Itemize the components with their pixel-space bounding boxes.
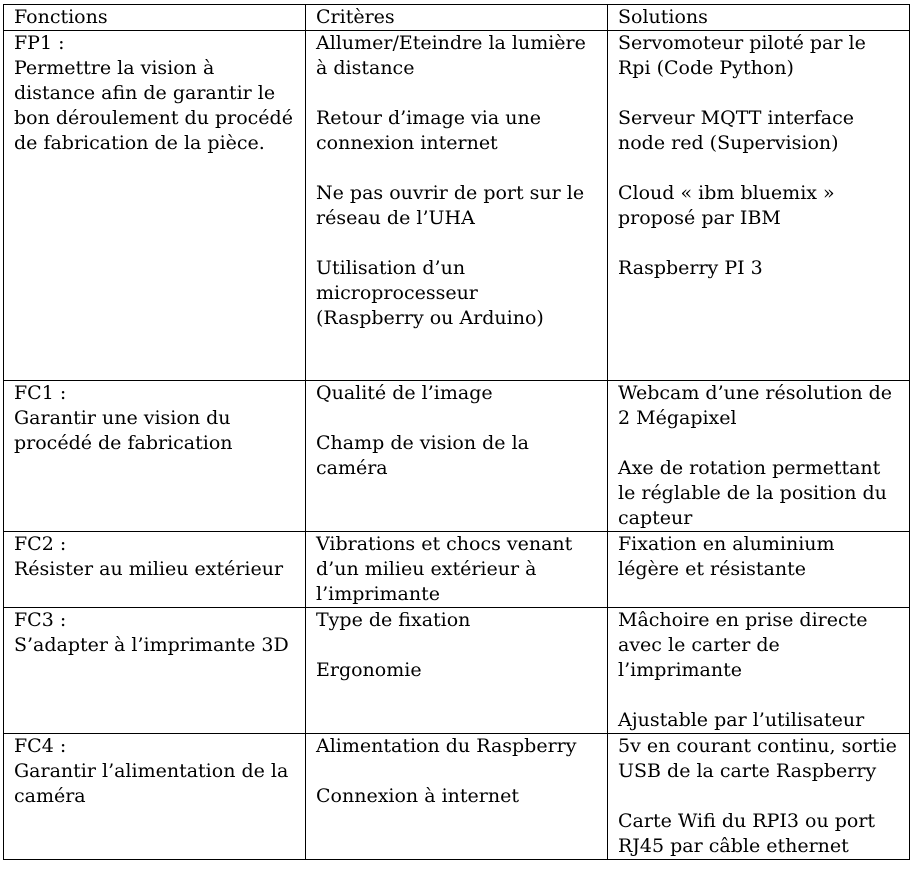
solution-line: Rpi (Code Python) bbox=[618, 57, 794, 79]
critere-line: Alimentation du Raspberry bbox=[316, 735, 577, 757]
solution-line: RJ45 par câble ethernet bbox=[618, 835, 849, 857]
solution-line: l’imprimante bbox=[618, 659, 742, 681]
solution-cell bbox=[608, 734, 910, 860]
solution-line: avec le carter de bbox=[618, 634, 780, 656]
critere-line: Vibrations et chocs venant bbox=[316, 533, 573, 555]
solution-line: 5v en courant continu, sortie bbox=[618, 735, 897, 757]
solution-line: 2 Mégapixel bbox=[618, 407, 737, 429]
solution-cell bbox=[608, 381, 910, 532]
solution-line: Ajustable par l’utilisateur bbox=[618, 709, 865, 731]
solution-line: le réglable de la position du bbox=[618, 482, 887, 504]
solution-line: Fixation en aluminium bbox=[618, 533, 835, 555]
solution-line: Axe de rotation permettant bbox=[618, 457, 881, 479]
critere-line: l’imprimante bbox=[316, 583, 440, 605]
table-body bbox=[4, 31, 910, 860]
fonction-cell bbox=[4, 31, 306, 381]
solution-line: Mâchoire en prise directe bbox=[618, 609, 868, 631]
paragraph-gap bbox=[316, 231, 601, 256]
solution-cell bbox=[608, 532, 910, 608]
paragraph-gap bbox=[316, 759, 601, 784]
header-fonctions: Fonctions bbox=[4, 5, 306, 31]
critere-line: Type de fixation bbox=[316, 609, 471, 631]
fonction-code: FP1 : bbox=[14, 32, 65, 54]
solution-line: légère et résistante bbox=[618, 558, 806, 580]
functions-table-container bbox=[3, 4, 910, 860]
table-row bbox=[4, 734, 910, 860]
fonction-description-line: bon déroulement du procédé bbox=[14, 107, 293, 129]
critere-line: Qualité de l’image bbox=[316, 382, 493, 404]
fonction-description-line: de fabrication de la pièce. bbox=[14, 132, 265, 154]
header-solutions: Solutions bbox=[608, 5, 910, 31]
critere-line: Champ de vision de la bbox=[316, 432, 529, 454]
paragraph-gap bbox=[618, 431, 903, 456]
paragraph-gap bbox=[618, 784, 903, 809]
fonction-cell bbox=[4, 381, 306, 532]
fonction-description-line: caméra bbox=[14, 785, 86, 807]
critere-line: Retour d’image via une bbox=[316, 107, 541, 129]
fonction-description-line: Garantir l’alimentation de la bbox=[14, 760, 289, 782]
table-row bbox=[4, 608, 910, 734]
critere-cell bbox=[306, 532, 608, 608]
critere-line: Ne pas ouvrir de port sur le bbox=[316, 182, 585, 204]
critere-cell bbox=[306, 381, 608, 532]
critere-line: Connexion à internet bbox=[316, 785, 519, 807]
solution-line: proposé par IBM bbox=[618, 207, 781, 229]
critere-line: d’un milieu extérieur à bbox=[316, 558, 537, 580]
critere-line: Allumer/Eteindre la lumière bbox=[316, 32, 586, 54]
critere-line: caméra bbox=[316, 457, 388, 479]
solution-line: Serveur MQTT interface bbox=[618, 107, 854, 129]
solution-line: USB de la carte Raspberry bbox=[618, 760, 877, 782]
critere-cell bbox=[306, 734, 608, 860]
fonction-code: FC2 : bbox=[14, 533, 67, 555]
table-header-row bbox=[4, 5, 910, 31]
critere-cell bbox=[306, 31, 608, 381]
fonction-code: FC1 : bbox=[14, 382, 67, 404]
paragraph-gap bbox=[316, 81, 601, 106]
fonction-description-line: Garantir une vision du bbox=[14, 407, 231, 429]
critere-line: à distance bbox=[316, 57, 415, 79]
solution-cell bbox=[608, 31, 910, 381]
fonction-description-line: S’adapter à l’imprimante 3D bbox=[14, 634, 289, 656]
fonction-cell bbox=[4, 608, 306, 734]
table-row bbox=[4, 31, 910, 381]
critere-line: (Raspberry ou Arduino) bbox=[316, 307, 544, 329]
table-row bbox=[4, 381, 910, 532]
fonction-cell bbox=[4, 532, 306, 608]
fonction-code: FC3 : bbox=[14, 609, 67, 631]
table-row bbox=[4, 532, 910, 608]
critere-line: réseau de l’UHA bbox=[316, 207, 475, 229]
critere-line: microprocesseur bbox=[316, 282, 478, 304]
paragraph-gap bbox=[618, 156, 903, 181]
solution-line: Webcam d’une résolution de bbox=[618, 382, 893, 404]
solution-line: Raspberry PI 3 bbox=[618, 257, 763, 279]
paragraph-gap bbox=[618, 81, 903, 106]
fonction-description-line: distance afin de garantir le bbox=[14, 82, 276, 104]
solution-line: Cloud « ibm bluemix » bbox=[618, 182, 835, 204]
solution-cell bbox=[608, 608, 910, 734]
critere-line: Utilisation d’un bbox=[316, 257, 466, 279]
solution-line: node red (Supervision) bbox=[618, 132, 839, 154]
paragraph-gap bbox=[316, 406, 601, 431]
functions-criteria-solutions-table bbox=[3, 4, 910, 860]
fonction-description-line: Permettre la vision à bbox=[14, 57, 215, 79]
solution-line: Servomoteur piloté par le bbox=[618, 32, 866, 54]
header-criteres: Critères bbox=[306, 5, 608, 31]
critere-line: connexion internet bbox=[316, 132, 498, 154]
fonction-cell bbox=[4, 734, 306, 860]
paragraph-gap bbox=[618, 683, 903, 708]
fonction-code: FC4 : bbox=[14, 735, 67, 757]
critere-line: Ergonomie bbox=[316, 659, 422, 681]
paragraph-gap bbox=[316, 633, 601, 658]
paragraph-gap bbox=[618, 231, 903, 256]
critere-cell bbox=[306, 608, 608, 734]
solution-line: capteur bbox=[618, 507, 693, 529]
fonction-description-line: Résister au milieu extérieur bbox=[14, 558, 284, 580]
solution-line: Carte Wifi du RPI3 ou port bbox=[618, 810, 876, 832]
paragraph-gap bbox=[316, 156, 601, 181]
fonction-description-line: procédé de fabrication bbox=[14, 432, 233, 454]
